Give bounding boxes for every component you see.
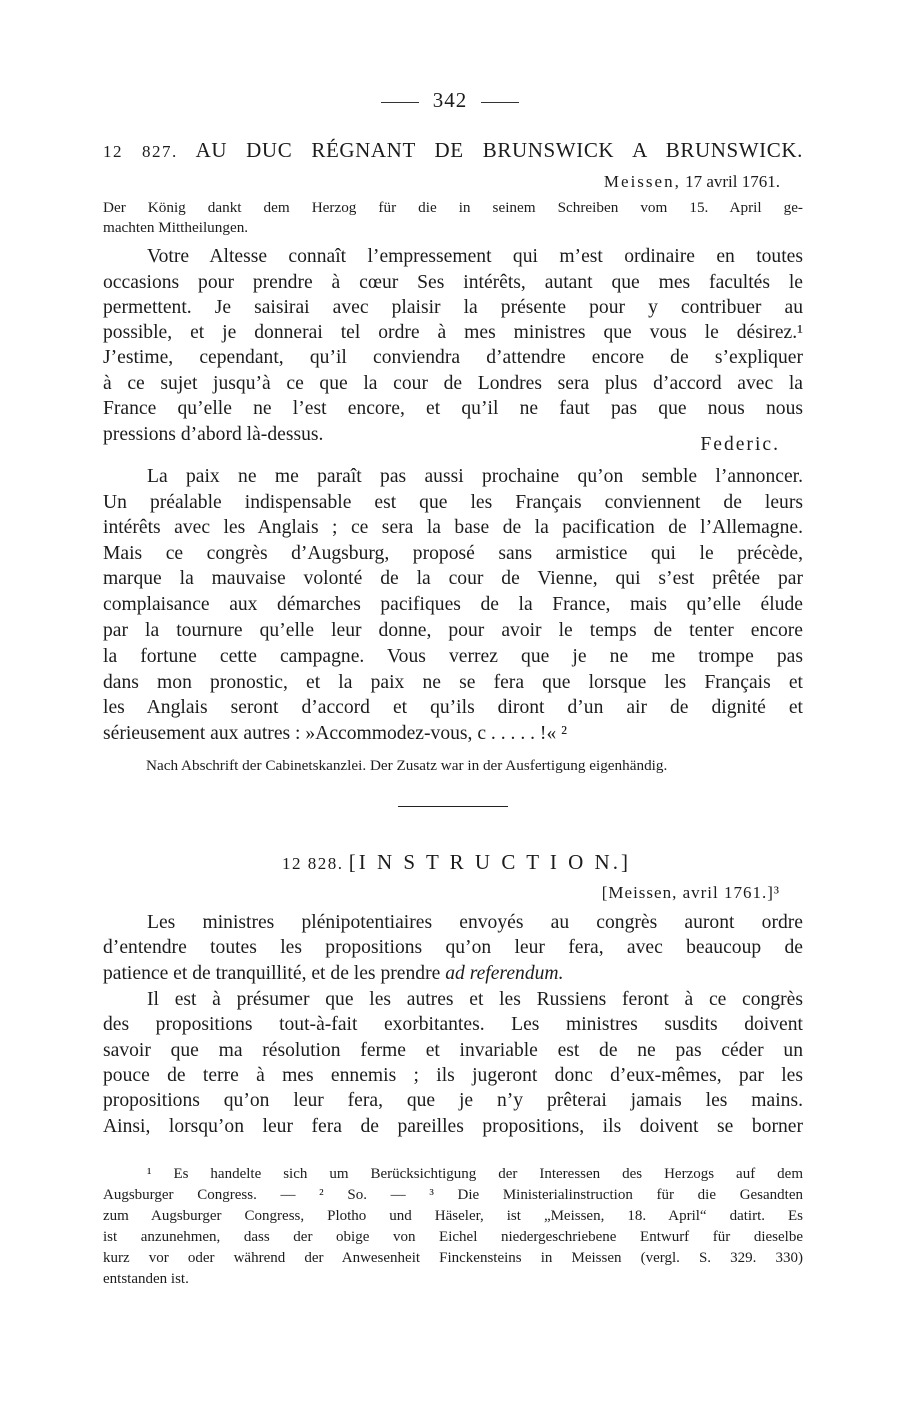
body-line: marque la mauvaise volonté de la cour de Vienne, qui s’est prêtée par: [103, 568, 803, 589]
letter-summary-line: Der König dankt dem Herzog für die in seinem Schreiben vom 15. April ge-: [103, 199, 803, 216]
body-line: Votre Altesse connaît l’empressement qui m’est ordinaire en toutes: [147, 246, 803, 267]
page-number-dash-left: [381, 102, 419, 103]
instruction-title: [I N S T R U C T I O N.]: [348, 850, 631, 874]
italic-phrase: ad referendum.: [445, 963, 564, 984]
body-line: par la tournure qu’elle leur donne, pour avoir le temps de tenter encore: [103, 620, 803, 641]
letter-summary-line: machten Mittheilungen.: [103, 219, 249, 236]
letter-title: AU DUC RÉGNANT DE BRUNSWICK A BRUNSWICK.: [195, 138, 803, 162]
page-number-dash-right: [481, 102, 519, 103]
footnote-line: ist anzunehmen, dass der obige von Eichel niedergeschriebene Entwurf für dieselbe: [103, 1229, 803, 1245]
body-line: France qu’elle ne l’est encore, et qu’il ne faut pas que nous nous: [103, 398, 803, 419]
body-line: Mais ce congrès d’Augsburg, proposé sans armistice qui le précède,: [103, 543, 803, 564]
body-line: J’estime, cependant, qu’il conviendra d’attendre encore de s’expliquer: [103, 347, 803, 368]
body-line: intérêts avec les Anglais ; ce sera la base de la pacification de l’Allemagne.: [103, 517, 803, 538]
footnote-line: entstanden ist.: [103, 1271, 189, 1287]
instruction-place-date: [Meissen, avril 1761.]³: [601, 883, 780, 902]
body-line: La paix ne me paraît pas aussi prochaine qu’on semble l’annoncer.: [147, 466, 803, 487]
body-line: Les ministres plénipotentiaires envoyés au congrès auront ordre: [147, 912, 803, 933]
letter-date: 17 avril 1761.: [685, 172, 780, 191]
source-note: Nach Abschrift der Cabinetskanzlei. Der Zusatz war in der Ausfertigung eigenhändig.: [146, 757, 668, 774]
instruction-number: 12 828.: [282, 854, 344, 873]
body-line: Il est à présumer que les autres et les Russiens feront à ce congrès: [147, 989, 803, 1010]
body-line: occasions pour prendre à cœur Ses intérêts, autant que mes facultés le: [103, 272, 803, 293]
body-line: complaisance aux démarches pacifiques de la France, mais qu’elle élude: [103, 594, 803, 615]
signature: Federic.: [700, 434, 780, 455]
body-line: dans mon pronostic, et la paix ne se fera que lorsque les Français et: [103, 672, 803, 693]
page-number: 342: [0, 88, 900, 113]
letter-place: Meissen,: [603, 172, 681, 191]
footnote-line: Augsburger Congress. — ² So. — ³ Die Ministerialinstruction für die Gesandten: [103, 1187, 803, 1203]
letter-number: 12 827.: [103, 142, 178, 161]
body-line: pouce de terre à mes ennemis ; ils jugeront donc d’eux-mêmes, par les: [103, 1065, 803, 1086]
body-line: les Anglais seront d’accord et qu’ils diront d’un air de dignité et: [103, 697, 803, 718]
body-line: possible, et je donnerai tel ordre à mes ministres que vous le désirez.¹: [103, 322, 803, 343]
body-line: des propositions tout-à-fait exorbitantes. Les ministres susdits doivent: [103, 1014, 803, 1035]
body-line: sérieusement aux autres : »Accommodez-vous, c . . . . . !« ²: [103, 723, 568, 744]
instruction-heading: [282, 850, 631, 875]
section-divider: [398, 806, 508, 807]
body-line: d’entendre toutes les propositions qu’on leur fera, avec beaucoup de: [103, 937, 803, 958]
body-line: à ce sujet jusqu’à ce que la cour de Londres sera plus d’accord avec la: [103, 373, 803, 394]
footnote-line: zum Augsburger Congress, Plotho und Häseler, ist „Meissen, 18. April“ datirt. Es: [103, 1208, 803, 1224]
body-line: Ainsi, lorsqu’on leur fera de pareilles propositions, ils doivent se borner: [103, 1116, 803, 1137]
body-line: permettent. Je saisirai avec plaisir la présente pour y contribuer au: [103, 297, 803, 318]
body-line: pressions d’abord là-dessus.: [103, 424, 324, 445]
body-line: la fortune cette campagne. Vous verrez que je ne me trompe pas: [103, 646, 803, 667]
body-line: Un préalable indispensable est que les Français conviennent de leurs: [103, 492, 803, 513]
body-line: savoir que ma résolution ferme et invariable est de ne pas céder un: [103, 1040, 803, 1061]
letter-place-date: [604, 172, 780, 192]
letter-heading: [103, 138, 803, 163]
body-line: propositions qu’on leur fera, que je n’y prêterai jamais les mains.: [103, 1090, 803, 1111]
footnote-line: ¹ Es handelte sich um Berücksichtigung der Interessen des Herzogs auf dem: [147, 1166, 803, 1182]
footnote-line: kurz vor oder während der Anwesenheit Finckensteins in Meissen (vergl. S. 329. 330): [103, 1250, 803, 1266]
body-line: patience et de tranquillité, et de les prendre ad referendum.: [103, 963, 564, 984]
